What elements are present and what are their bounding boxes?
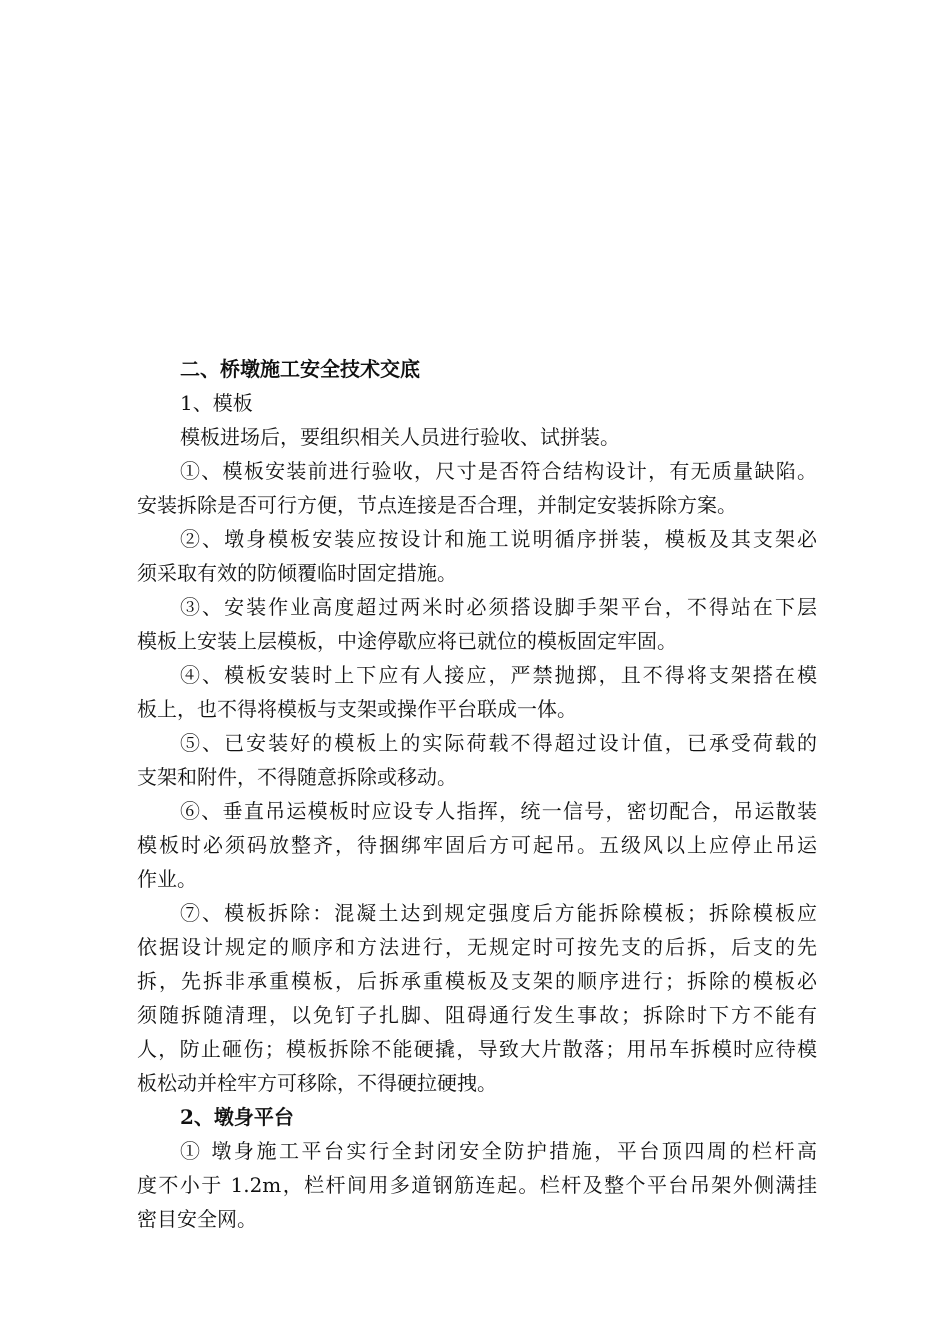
item2-line1: ②、墩身模板安装应按设计和施工说明循序拼装，模板及其支架必: [180, 527, 817, 551]
item7-line4: 须随拆随清理，以免钉子扎脚、阻碍通行发生事故；拆除时下方不能有: [137, 1003, 817, 1027]
document-body: [137, 352, 817, 1236]
intro-paragraph: 模板进场后，要组织相关人员进行验收、试拼装。: [180, 425, 620, 449]
item7-line6: 板松动并栓牢方可移除，不得硬拉硬拽。: [137, 1071, 497, 1095]
item5-line2: 支架和附件，不得随意拆除或移动。: [137, 765, 457, 789]
item3-line1: ③、安装作业高度超过两米时必须搭设脚手架平台，不得站在下层: [180, 595, 817, 619]
item3-line2: 模板上安装上层模板，中途停歇应将已就位的模板固定牢固。: [137, 629, 677, 653]
subsection-title-formwork: 1、模板: [180, 391, 253, 415]
item6-line2: 模板时必须码放整齐，待捆绑牢固后方可起吊。五级风以上应停止吊运: [137, 833, 817, 857]
section-heading: 二、桥墩施工安全技术交底: [180, 357, 420, 381]
item7-line3: 拆，先拆非承重模板，后拆承重模板及支架的顺序进行；拆除的模板必: [137, 969, 817, 993]
platform-item1-line3: 密目安全网。: [137, 1207, 257, 1231]
item6-line1: ⑥、垂直吊运模板时应设专人指挥，统一信号，密切配合，吊运散装: [180, 799, 817, 823]
item7-line2: 依据设计规定的顺序和方法进行，无规定时可按先支的后拆，后支的先: [137, 935, 817, 959]
platform-item1-line2: 度不小于 1.2m，栏杆间用多道钢筋连起。栏杆及整个平台吊架外侧满挂: [137, 1173, 817, 1197]
item2-line2: 须采取有效的防倾覆临时固定措施。: [137, 561, 457, 585]
item7-line5: 人，防止砸伤；模板拆除不能硬撬，导致大片散落；用吊车拆模时应待模: [137, 1037, 817, 1061]
item7-line1: ⑦、模板拆除：混凝土达到规定强度后方能拆除模板；拆除模板应: [180, 901, 817, 925]
item4-line1: ④、模板安装时上下应有人接应，严禁抛掷，且不得将支架搭在模: [180, 663, 817, 687]
item1-line1: ①、模板安装前进行验收，尺寸是否符合结构设计，有无质量缺陷。: [180, 459, 817, 483]
item5-line1: ⑤、已安装好的模板上的实际荷载不得超过设计值，已承受荷载的: [180, 731, 817, 755]
item4-line2: 板上，也不得将模板与支架或操作平台联成一体。: [137, 697, 577, 721]
subsection-title-platform: 2、墩身平台: [180, 1105, 294, 1129]
item6-line3: 作业。: [137, 867, 197, 891]
item1-line2: 安装拆除是否可行方便，节点连接是否合理，并制定安装拆除方案。: [137, 493, 737, 517]
platform-item1-line1: ① 墩身施工平台实行全封闭安全防护措施，平台顶四周的栏杆高: [180, 1139, 817, 1163]
